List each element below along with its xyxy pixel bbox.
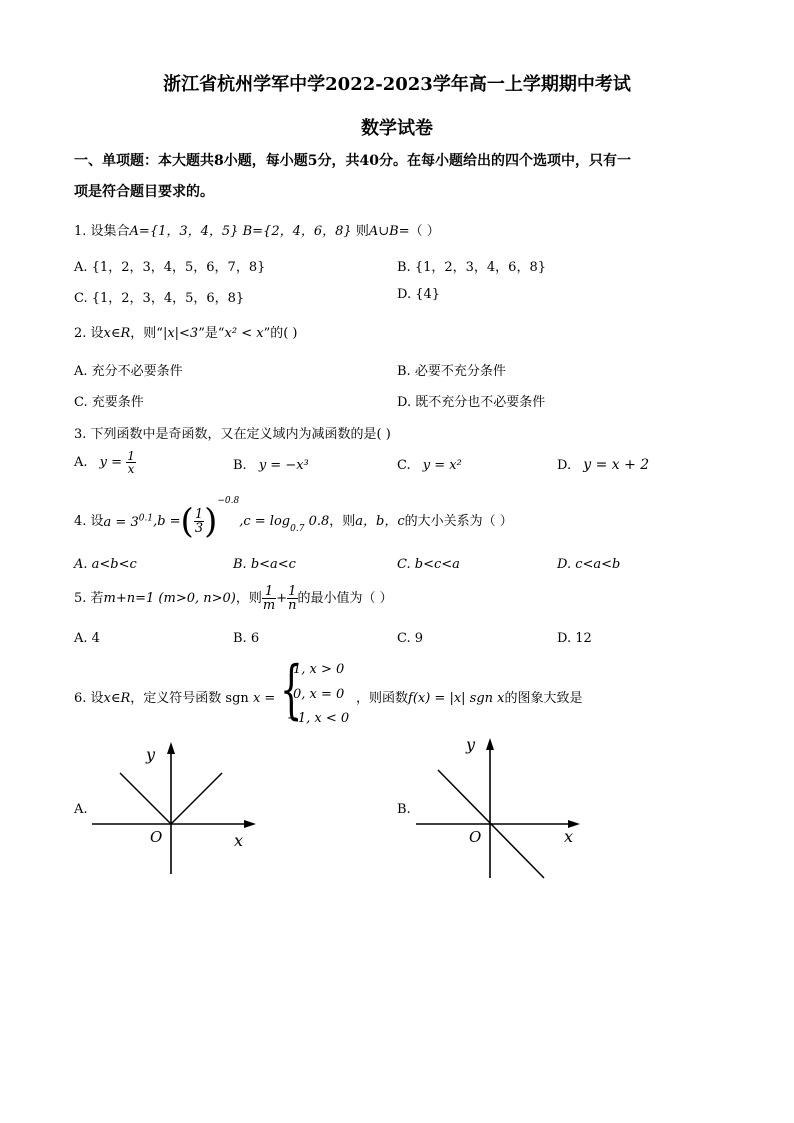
- graph-b-y-label: y: [466, 735, 476, 754]
- q1-option-c[interactable]: C. {1，2，3，4，5，6，8}: [74, 291, 245, 306]
- q4-b-num: 1: [194, 507, 204, 522]
- q3-a-fraction: [126, 450, 136, 475]
- question-4-stem: [74, 496, 513, 542]
- q5-f1-den: m: [262, 598, 276, 613]
- q6-option-a-label[interactable]: A.: [74, 802, 88, 817]
- q5-f2-num: 1: [288, 584, 297, 599]
- q1-option-b[interactable]: B. {1，2，3，4，6，8}: [397, 260, 546, 275]
- q1-option-a[interactable]: A. {1，2，3，4，5，6，7，8}: [74, 260, 266, 275]
- section-heading-line2: 项是符合题目要求的。: [74, 184, 214, 200]
- q6-sgn-x: x =: [252, 691, 276, 706]
- q4-then: ，则: [329, 514, 356, 529]
- q4-b-den: 3: [194, 521, 204, 536]
- q4-b-exponent: −0.8: [217, 496, 240, 506]
- graph-b-origin-label: O: [469, 828, 482, 846]
- q3-a-label: A.: [74, 455, 88, 470]
- q1-then: 则: [355, 224, 369, 239]
- q2-cond-1: |x|<3: [162, 326, 199, 341]
- q3-a-lhs: y =: [99, 455, 123, 470]
- q5-option-c[interactable]: C. 9: [397, 631, 424, 646]
- q5-plus: +: [276, 591, 288, 606]
- q1-union: A∪B: [368, 224, 399, 239]
- q6-graph-b[interactable]: [410, 732, 590, 880]
- q4-vars: a，b，c: [355, 514, 405, 529]
- q6-then-function: ，则函数: [356, 691, 409, 706]
- q4-option-b[interactable]: B. b<a<c: [233, 557, 296, 572]
- q4-right-paren: ): [204, 501, 218, 542]
- q2-option-d[interactable]: D. 既不充分也不必要条件: [397, 395, 546, 410]
- q2-option-a[interactable]: A. 充分不必要条件: [74, 364, 183, 379]
- q6-piecewise-brace: {: [280, 653, 303, 727]
- q2-domain: x∈R: [103, 326, 131, 341]
- question-5-stem: [74, 585, 393, 612]
- q1-set-b: B={2，4，6，8}: [242, 224, 352, 239]
- q4-b-lhs: ,b =: [153, 514, 181, 529]
- q2-option-c[interactable]: C. 充要条件: [74, 395, 144, 410]
- q3-b-label: B.: [233, 458, 247, 473]
- q6-stem-prefix: 6. 设: [74, 691, 104, 706]
- q4-left-paren: (: [180, 501, 194, 542]
- q6-option-b-label[interactable]: B.: [397, 802, 411, 817]
- q6-domain: x∈R: [103, 691, 131, 706]
- q3-option-a[interactable]: [74, 450, 136, 475]
- page-subtitle: 数学试卷: [361, 118, 433, 139]
- q6-case-1: 1, x > 0: [293, 662, 345, 677]
- q2-option-b[interactable]: B. 必要不充分条件: [397, 364, 506, 379]
- q2-stem-prefix: 2. 设: [74, 326, 104, 341]
- q1-stem-prefix: 1. 设集合: [74, 224, 130, 239]
- q6-graph-a[interactable]: [88, 738, 268, 878]
- q3-c-label: C.: [397, 458, 411, 473]
- page-title: 浙江省杭州学军中学2022-2023学年高一上学期期中考试: [163, 74, 631, 95]
- y-axis-arrow: [486, 738, 494, 750]
- q3-option-d[interactable]: [557, 457, 649, 473]
- section-heading-line1: 一、单项题：本大题共8小题，每小题5分，共40分。在每小题给出的四个选项中，只有一: [74, 153, 631, 169]
- graph-a-right-branch: [171, 773, 222, 824]
- graph-a-left-branch: [120, 773, 171, 824]
- q5-f2-den: n: [288, 598, 297, 613]
- q2-cond-2: x² < x: [224, 326, 264, 341]
- q4-c-arg: 0.8: [304, 514, 330, 529]
- q4-a-expr: [104, 515, 154, 530]
- q4-blank: 的大小关系为（ ）: [404, 514, 513, 529]
- q5-option-a[interactable]: A. 4: [74, 631, 100, 646]
- question-2-stem: [74, 322, 298, 341]
- q3-d-label: D.: [557, 458, 572, 473]
- q5-f1-num: 1: [262, 585, 276, 599]
- q4-a-base: a = 3: [103, 514, 139, 530]
- question-6-stem-prefix: [74, 687, 275, 706]
- x-axis-arrow: [244, 820, 256, 828]
- q6-graph-prompt: 的图象大致是: [504, 691, 583, 706]
- q6-fx: f(x) = |x| sgn x: [408, 691, 505, 706]
- q2-then: ，则“: [130, 326, 163, 341]
- q5-fraction-1: [262, 585, 276, 612]
- q5-fraction-2: [287, 585, 297, 612]
- q4-b-fraction: [194, 508, 204, 535]
- q2-blank: ”的( ): [263, 326, 298, 341]
- q5-then: ，则: [235, 591, 262, 606]
- q5-blank: 的最小值为（ ）: [297, 591, 393, 606]
- q4-a-exponent: 0.1: [138, 513, 154, 524]
- q3-option-c[interactable]: [397, 458, 462, 473]
- graph-a-x-label: x: [234, 831, 244, 850]
- q1-blank: =（ ）: [398, 224, 440, 239]
- graph-b-x-label: x: [564, 827, 574, 846]
- q4-option-c[interactable]: C. b<c<a: [397, 557, 460, 572]
- q3-option-b[interactable]: [233, 458, 309, 473]
- q4-option-d[interactable]: D. c<a<b: [557, 557, 621, 572]
- q3-c-expr: y = x²: [422, 458, 462, 473]
- q1-option-d[interactable]: D. {4}: [397, 287, 441, 302]
- q5-option-d[interactable]: D. 12: [557, 631, 592, 646]
- q5-stem-prefix: 5. 若: [74, 591, 104, 606]
- graph-a-y-label: y: [146, 745, 156, 764]
- q3-b-expr: y = −x³: [258, 458, 309, 473]
- q5-condition: m+n=1 (m>0, n>0): [103, 591, 236, 606]
- q6-case-2: 0, x = 0: [293, 687, 345, 702]
- q3-a-num: 1: [127, 449, 135, 463]
- q4-option-a[interactable]: A. a<b<c: [74, 557, 137, 572]
- q4-stem-prefix: 4. 设: [74, 514, 104, 529]
- q4-c-base: 0.7: [290, 524, 305, 534]
- q5-option-b[interactable]: B. 6: [233, 631, 260, 646]
- q1-set-a: A={1，3，4，5}: [129, 224, 239, 239]
- question-3-stem: 3. 下列函数中是奇函数，又在定义域内为减函数的是( ): [74, 427, 391, 442]
- q4-c-expr: ,c = log: [239, 514, 291, 529]
- q3-d-expr: y = x + 2: [583, 457, 650, 473]
- question-1-stem: [74, 220, 440, 239]
- q6-case-3: −1, x < 0: [287, 711, 350, 726]
- q2-is: ”是“: [198, 326, 225, 341]
- question-6-stem-suffix: [356, 687, 583, 706]
- y-axis-arrow: [167, 742, 175, 754]
- graph-a-origin-label: O: [150, 828, 163, 846]
- q3-a-den: x: [127, 462, 135, 476]
- q6-define: ，定义符号函数 sgn: [130, 691, 249, 706]
